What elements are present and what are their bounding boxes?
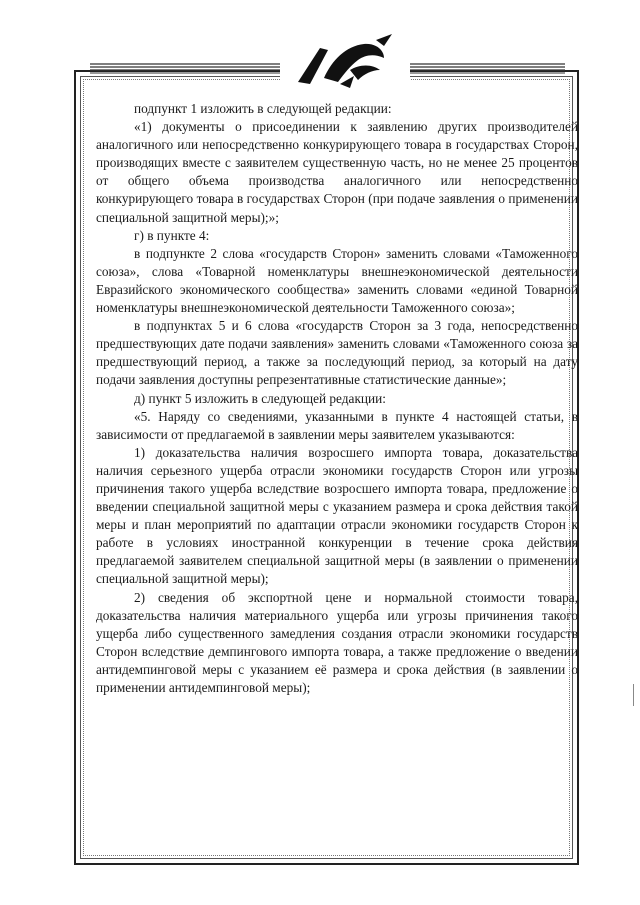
decorative-stripes-right — [395, 62, 565, 74]
paragraph: подпункт 1 изложить в следующей редакции: — [134, 101, 392, 116]
document-body — [96, 100, 578, 697]
paragraph: в подпунктах 5 и 6 слова «государств Сторон за 3 года, непосредственно предшествующих дате подачи заявления» заменить словами «Таможенного союза за предшествующий период, а также за последующий период, за который на дату подачи заявления доступны репрезентативные статистические данные»; — [96, 318, 578, 388]
paragraph: в подпункте 2 слова «государств Сторон» заменить словами «Таможенного союза», слова «Товарной номенклатуры внешнеэкономической деятельности Евразийского экономического сообщества» заменить словами «единой Товарной номенклатуры внешнеэкономической деятельности Таможенного союза»; — [96, 245, 578, 316]
paragraph: г) в пункте 4: — [134, 227, 210, 243]
paragraph: 1) доказательства наличия возросшего импорта товара, доказательства наличия серьезного ущерба отрасли экономики государств Сторон или угрозы причинения такого ущерба вследствие возросшего импорта товара, предложение о введении специальной защитной меры с указанием размера и срока действия такой меры и план мероприятий по адаптации отрасли экономики государств Сторон к работе в условиях иностранной конкуренции в течение срока действия предлагаемой заявителем специальной защитной меры (в заявлении о применении специальной защитной меры); — [96, 444, 578, 587]
emblem-icon — [280, 30, 410, 100]
paragraph: д) пункт 5 изложить в следующей редакции: — [134, 390, 386, 406]
paragraph: «5. Наряду со сведениями, указанными в пункте 4 настоящей статьи, в зависимости от предлагаемой в заявлении меры заявителем указываются: — [96, 408, 578, 442]
decorative-stripes-left — [90, 62, 290, 74]
paragraph: «1) документы о присоединении к заявлению других производителей аналогичного или непосредственно конкурирующего товара в государствах Сторон, производящих вместе с заявителем существенную часть, но не менее 25 процентов от общего объема производства аналогичного или непосредственно конкурирующего товара в государствах Сторон (при подаче заявления о применении специальной защитной меры);»; — [96, 119, 578, 225]
scan-margin-mark — [633, 684, 634, 706]
paragraph: 2) сведения об экспортной цене и нормальной стоимости товара, доказательства наличия материального ущерба или угрозы причинения такого ущерба либо существенного замедления создания отрасли экономики государств Сторон вследствие демпингового импорта товара, а также предложение о введении антидемпинговой меры с указанием её размера и срока действия (в заявлении о применении антидемпинговой меры); — [96, 589, 578, 695]
